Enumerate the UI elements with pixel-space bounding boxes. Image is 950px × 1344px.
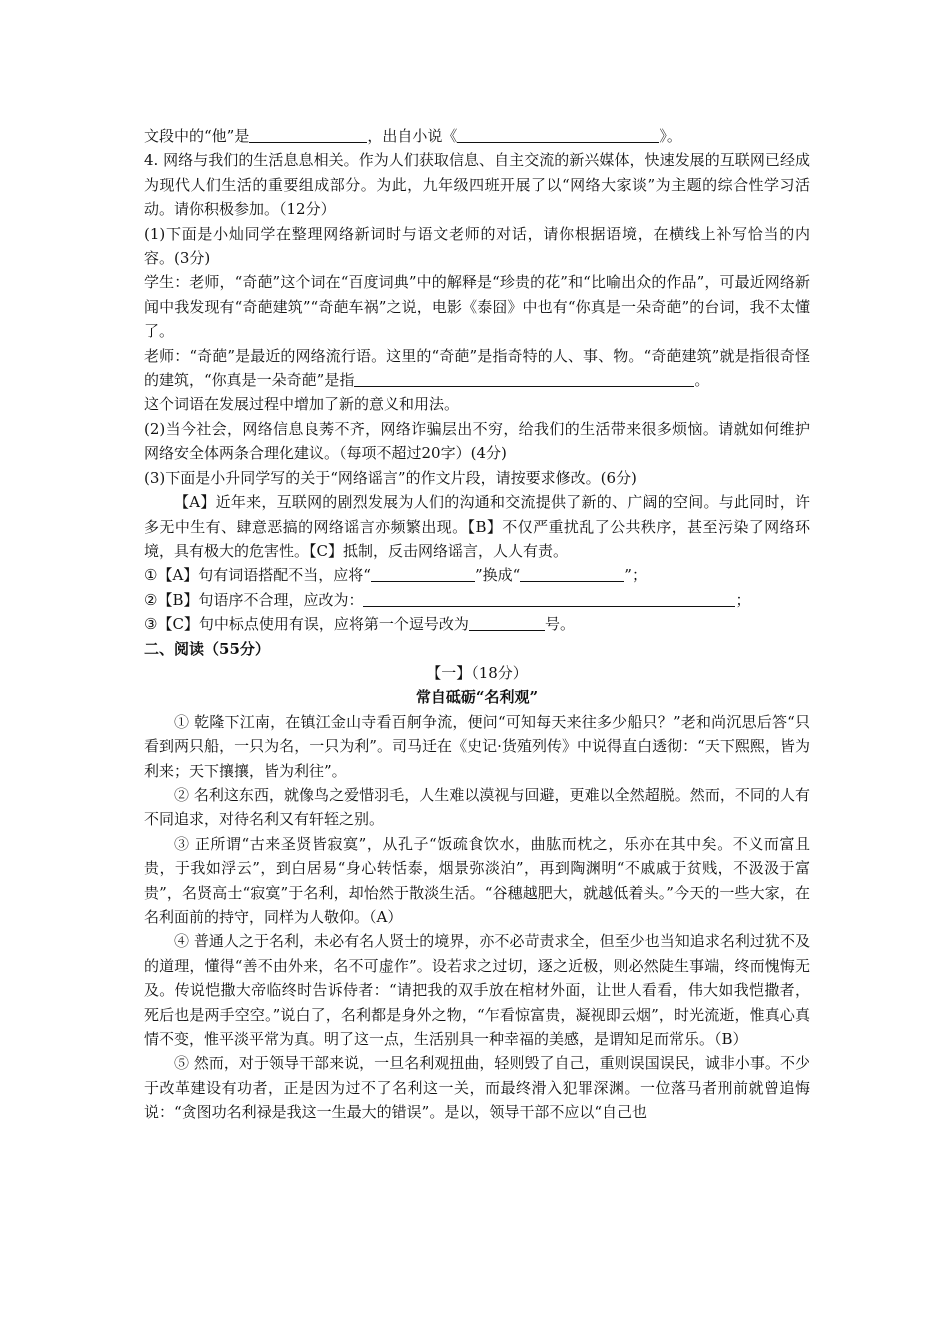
part-label: 【一】（18分） xyxy=(426,663,528,682)
novel-title-blank[interactable] xyxy=(457,126,659,143)
fix-a-end: ”； xyxy=(624,566,647,585)
section-title: 二、阅读（55分） xyxy=(144,639,270,658)
character-blank[interactable] xyxy=(249,126,367,143)
article-title: 常自砥砺“名利观” xyxy=(415,688,539,707)
student-dialogue: 学生：老师，“奇葩”这个词在“百度词典”中的解释是“珍贵的花”和“比喻出众的作品”，可最近网络新闻中我发现有“奇葩建筑”“奇葩车祸”之说，电影《泰囧》中也有“你真是一朵奇葩”的台词，我不太懂了。 xyxy=(144,273,810,341)
fix-b-text: ②【B】句语序不合理，应改为： xyxy=(144,590,364,609)
fix-a-text: ①【A】句有词语搭配不当，应将“ xyxy=(144,566,371,585)
q3-suffix: 》。 xyxy=(659,127,682,145)
article-paragraph-3: ③ 正所谓“古来圣贤皆寂寞”，从孔子“饭疏食饮水，曲肱而枕之，乐亦在其中矣。不义而富且贵，于我如浮云”，到白居易“身心转恬泰，烟景弥淡泊”，再到陶渊明“不戚戚于贫贱，不汲汲于富贵”，名贤高士“寂寞”于名利，却怡然于散淡生活。“谷穗越肥大，就越低着头。”今天的一些大家，在名利面前的持守，同样为人敬仰。（A） xyxy=(144,834,810,926)
q3-prefix: 文段中的“他”是 xyxy=(144,127,250,145)
wrong-word-blank[interactable] xyxy=(371,565,475,582)
fix-a-mid: ”换成“ xyxy=(474,566,521,585)
correct-word-blank[interactable] xyxy=(520,565,624,582)
fix-c-end: 号。 xyxy=(544,615,575,634)
fix-a-line xyxy=(144,563,810,587)
reordered-sentence-blank[interactable] xyxy=(363,590,735,607)
fix-c-text: ③【C】句中标点使用有误，应将第一个逗号改为 xyxy=(144,615,469,634)
page-content xyxy=(144,124,810,1125)
qipa-meaning-blank[interactable] xyxy=(354,370,694,387)
article-paragraph-1: ① 乾隆下江南，在镇江金山寺看百舸争流，便问“可知每天来往多少船只？”老和尚沉思后答“只看到两只船，一只为名，一只为利”。司马迁在《史记·货殖列传》中说得直白透彻：“天下熙熙，皆为利来；天下攘攘，皆为利往”。 xyxy=(144,712,810,780)
article-paragraph-4: ④ 普通人之于名利，未必有名人贤士的境界，亦不必苛责求全，但至少也当知追求名利过犹不及的道理，懂得“善不由外来，名不可虚作”。设若求之过切，逐之近极，则必然陡生事端，终而愧悔无及。传说恺撒大帝临终时告诉侍者：“请把我的双手放在棺材外面，让世人看看，伟大如我恺撒者，死后也是两手空空。”说白了，名利都是身外之物，“乍看惊富贵，凝视即云烟”，时光流逝，惟真心真情不变，惟平淡平常为真。明了这一点，生活别具一种幸福的美感，是谓知足而常乐。（B） xyxy=(144,932,810,1049)
q3-mid: ，出自小说《 xyxy=(367,127,458,145)
article-paragraph-5: ⑤ 然而，对于领导干部来说，一旦名利观扭曲，轻则毁了自己，重则误国误民，诚非小事。不少于改革建设有功者，正是因为过不了名利这一关，而最终滑入犯罪深渊。一位落马者刑前就曾追悔说：“贪图功名利禄是我这一生最大的错误”。是以，领导干部不应以“自己也 xyxy=(144,1054,810,1122)
q4-sub1: (1)下面是小灿同学在整理网络新词时与语文老师的对话，请你根据语境，在横线上补写恰当的内容。(3分) xyxy=(144,224,810,268)
teacher-dialogue xyxy=(144,344,810,393)
teacher-dialogue-end: 这个词语在发展过程中增加了新的意义和用法。 xyxy=(144,395,460,414)
teacher-period: 。 xyxy=(694,371,710,390)
q3-answer-line xyxy=(144,124,810,148)
q4-sub3: (3)下面是小升同学写的关于“网络谣言”的作文片段，请按要求修改。(6分) xyxy=(144,468,637,487)
q4-sub2: (2)当今社会，网络信息良莠不齐，网络诈骗层出不穷，给我们的生活带来很多烦恼。请就如何维护网络安全体两条合理化建议。（每项不超过20字）(4分) xyxy=(144,419,810,463)
teacher-text: 老师：“奇葩”是最近的网络流行语。这里的“奇葩”是指奇特的人、事、物。“奇葩建筑”就是指很奇怪的建筑，“你真是一朵奇葩”是指 xyxy=(144,346,810,390)
fix-b-line xyxy=(144,588,810,612)
punctuation-blank[interactable] xyxy=(469,614,545,631)
fix-c-line xyxy=(144,612,810,636)
q4-intro: 4. 网络与我们的生活息息相关。作为人们获取信息、自主交流的新兴媒体，快速发展的互联网已经成为现代人们生活的重要组成部分。为此，九年级四班开展了以“网络大家谈”为主题的综合性学习活动。请你积极参加。（12分） xyxy=(144,151,810,219)
rumor-passage: 【A】近年来，互联网的剧烈发展为人们的沟通和交流提供了新的、广阔的空间。与此同时，许多无中生有、肆意恶搞的网络谣言亦频繁出现。【B】不仅严重扰乱了公共秩序，甚至污染了网络环境，具有极大的危害性。【C】抵制，反击网络谣言，人人有责。 xyxy=(144,493,810,560)
article-paragraph-2: ② 名利这东西，就像鸟之爱惜羽毛，人生难以漠视与回避，更难以全然超脱。然而，不同的人有不同追求，对待名利又有轩轾之别。 xyxy=(144,785,810,829)
fix-b-end: ； xyxy=(735,590,751,609)
